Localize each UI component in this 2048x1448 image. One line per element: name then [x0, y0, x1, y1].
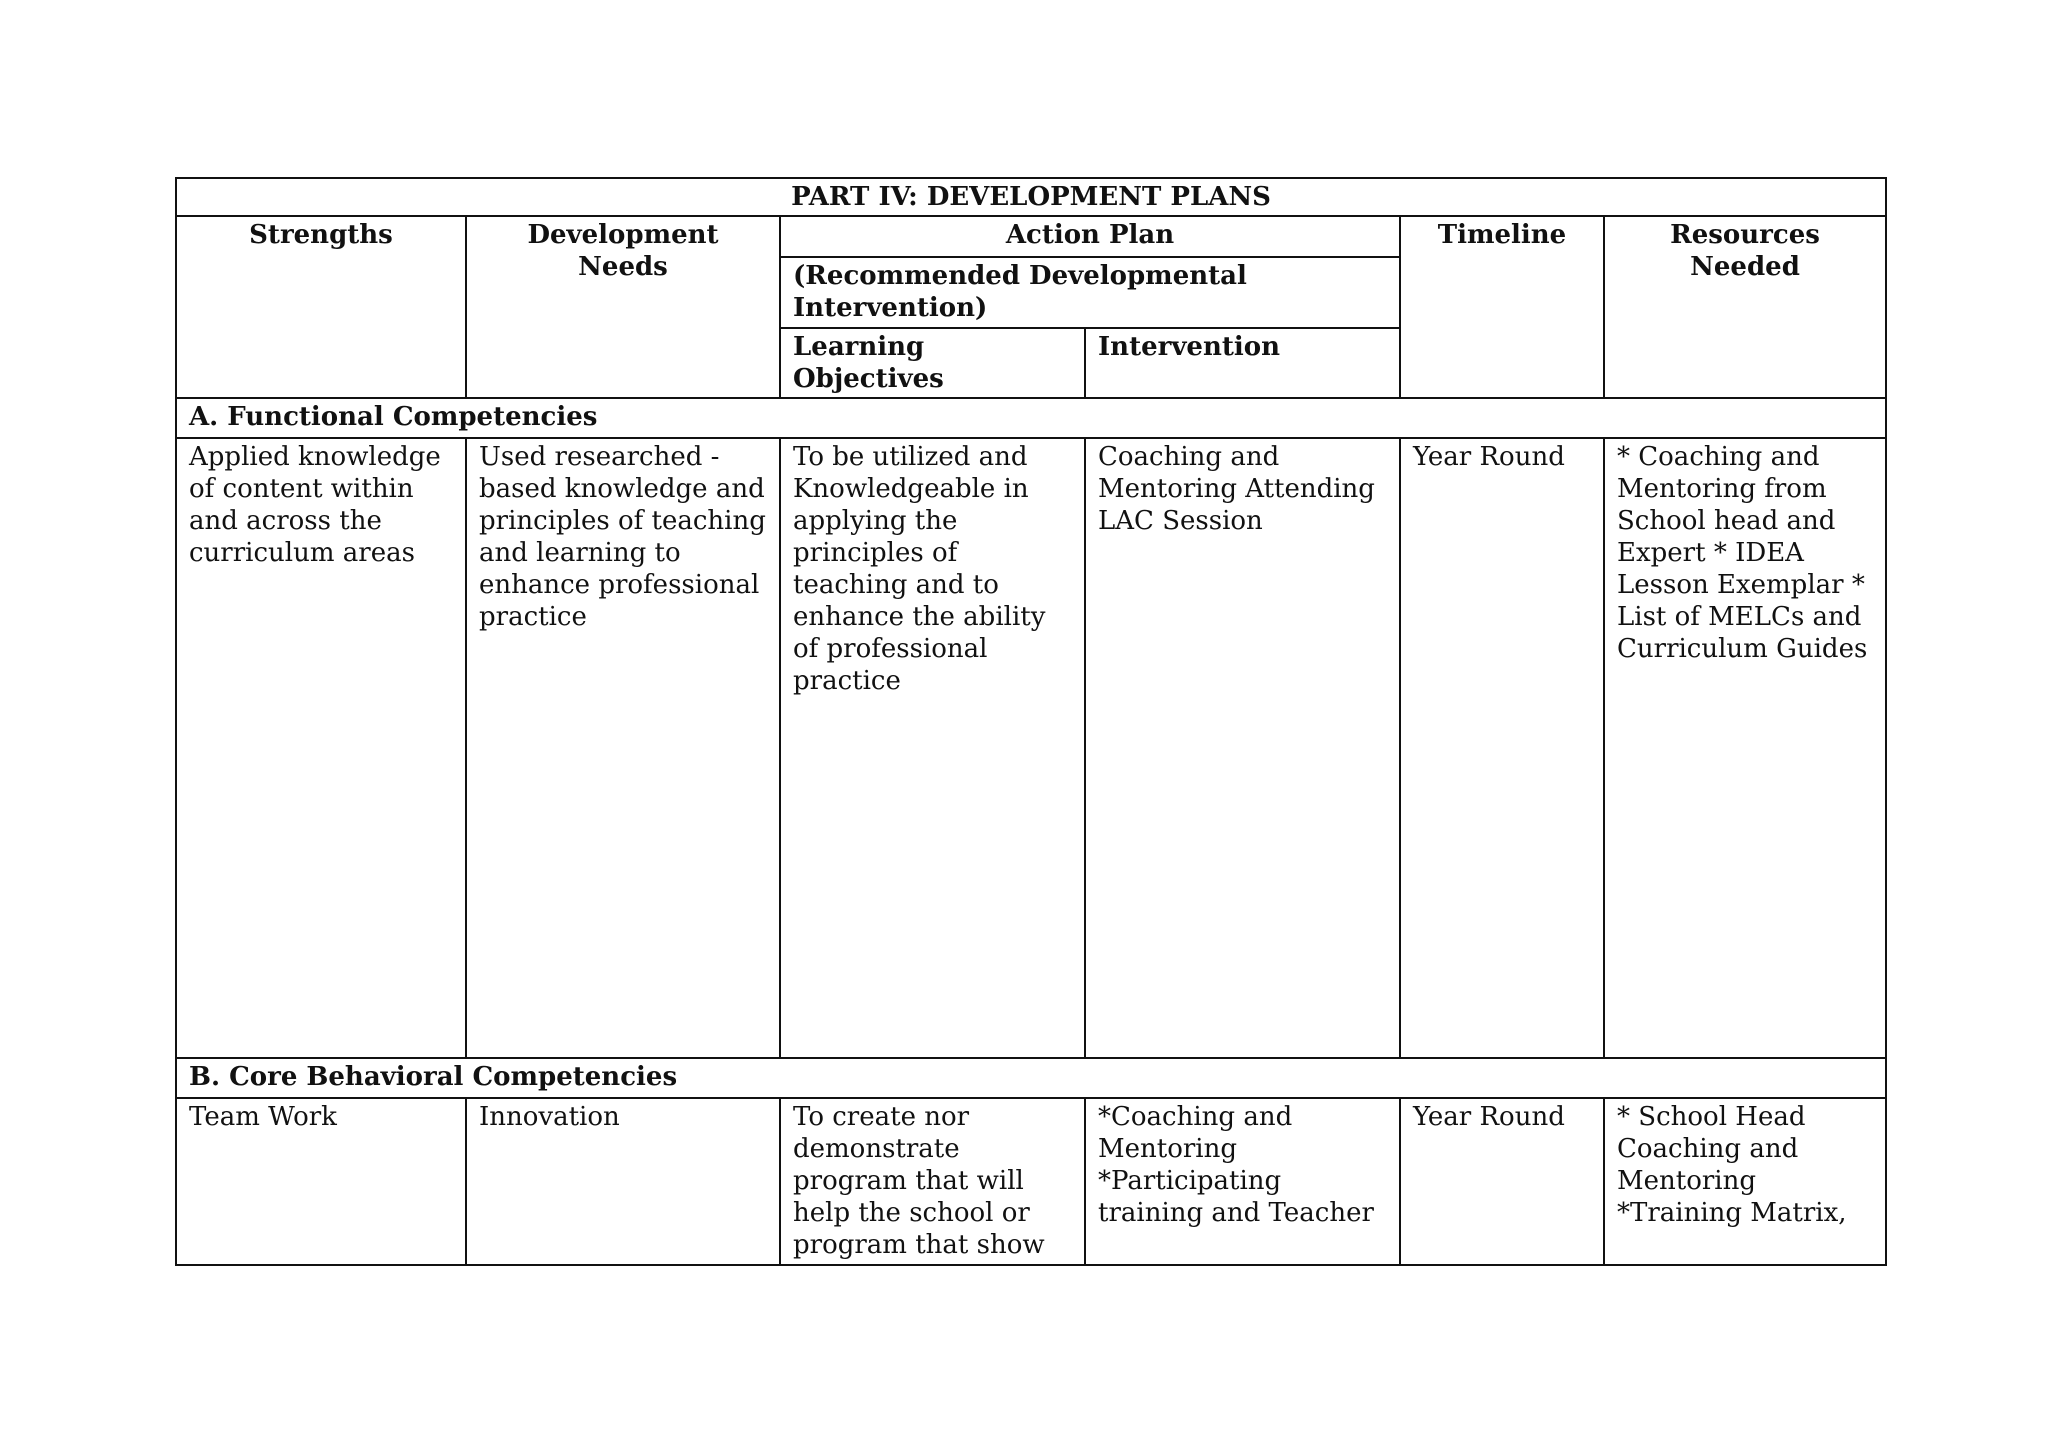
header-action-plan: Action Plan [780, 216, 1400, 257]
cell-development-needs: Innovation [466, 1098, 780, 1265]
development-plans-table [175, 177, 1887, 1266]
header-learning-objectives: Learning Objectives [780, 328, 1085, 398]
cell-timeline: Year Round [1400, 1098, 1604, 1265]
cell-resources: * School Head Coaching and Mentoring *Training Matrix, [1604, 1098, 1886, 1265]
table-title: PART IV: DEVELOPMENT PLANS [176, 178, 1886, 216]
cell-resources: * Coaching and Mentoring from School head and Expert * IDEA Lesson Exemplar * List of MELCs and Curriculum Guides [1604, 438, 1886, 1058]
cell-strengths: Team Work [176, 1098, 466, 1265]
header-strengths: Strengths [176, 216, 466, 398]
cell-development-needs: Used researched - based knowledge and principles of teaching and learning to enhance professional practice [466, 438, 780, 1058]
header-timeline: Timeline [1400, 216, 1604, 398]
cell-strengths: Applied knowledge of content within and across the curriculum areas [176, 438, 466, 1058]
table-row [176, 438, 1886, 1058]
section-title-core-behavioral: B. Core Behavioral Competencies [176, 1058, 1886, 1098]
cell-intervention: Coaching and Mentoring Attending LAC Session [1085, 438, 1400, 1058]
cell-intervention: *Coaching and Mentoring *Participating training and Teacher [1085, 1098, 1400, 1265]
header-intervention: Intervention [1085, 328, 1400, 398]
cell-learning-objectives: To be utilized and Knowledgeable in applying the principles of teaching and to enhance the ability of professional practice [780, 438, 1085, 1058]
section-title-functional: A. Functional Competencies [176, 398, 1886, 438]
table-row [176, 1098, 1886, 1265]
header-development-needs: Development Needs [466, 216, 780, 398]
cell-learning-objectives: To create nor demonstrate program that will help the school or program that show [780, 1098, 1085, 1265]
cell-timeline: Year Round [1400, 438, 1604, 1058]
header-resources-needed: Resources Needed [1604, 216, 1886, 398]
header-recommended-intervention: (Recommended Developmental Intervention) [780, 257, 1400, 328]
